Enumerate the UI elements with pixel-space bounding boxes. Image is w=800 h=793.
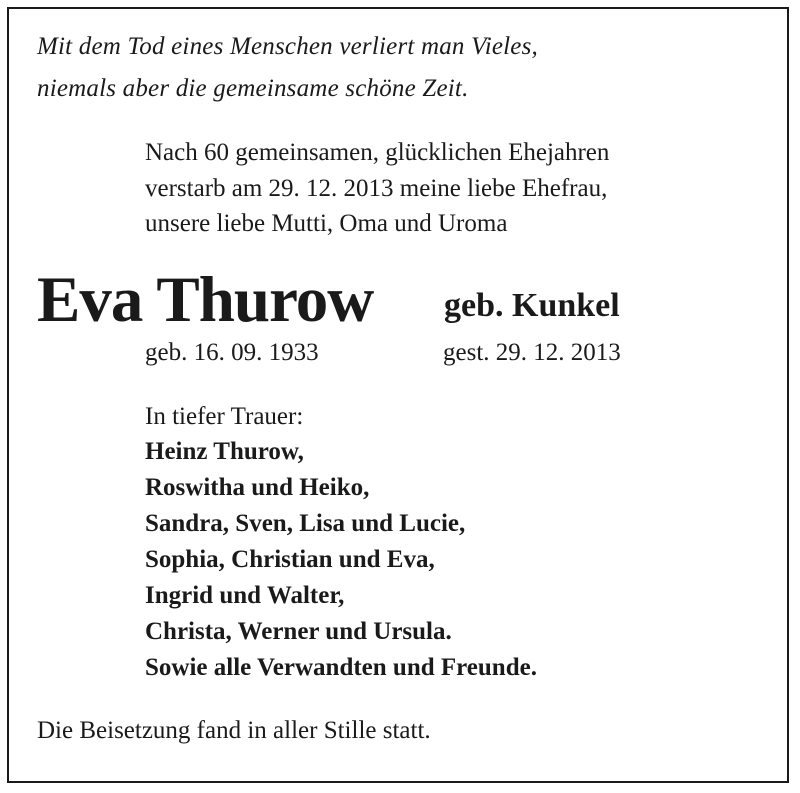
- obituary-notice: [7, 7, 789, 783]
- mourner-line: Christa, Werner und Ursula.: [145, 618, 452, 645]
- motto-line-2: niemals aber die gemeinsame schöne Zeit.: [37, 75, 469, 102]
- mourner-line: Sowie alle Verwandten und Freunde.: [145, 654, 537, 681]
- birth-date: geb. 16. 09. 1933: [145, 339, 319, 366]
- intro-line-3: unsere liebe Mutti, Oma und Uroma: [145, 210, 508, 237]
- maiden-name: geb. Kunkel: [444, 287, 620, 324]
- mourner-line: Sandra, Sven, Lisa und Lucie,: [145, 510, 466, 537]
- intro-line-1: Nach 60 gemeinsamen, glücklichen Ehejahren: [145, 139, 610, 166]
- mourners-label: In tiefer Trauer:: [145, 403, 304, 430]
- deceased-name: Eva Thurow: [37, 264, 374, 336]
- intro-line-2: verstarb am 29. 12. 2013 meine liebe Ehefrau,: [145, 175, 608, 202]
- death-date: gest. 29. 12. 2013: [443, 339, 621, 366]
- mourner-line: Sophia, Christian und Eva,: [145, 546, 435, 573]
- motto-line-1: Mit dem Tod eines Menschen verliert man Vieles,: [37, 33, 538, 60]
- mourner-line: Roswitha und Heiko,: [145, 474, 370, 501]
- mourner-line: Heinz Thurow,: [145, 438, 304, 465]
- closing-note: Die Beisetzung fand in aller Stille statt.: [37, 717, 431, 744]
- mourner-line: Ingrid und Walter,: [145, 582, 345, 609]
